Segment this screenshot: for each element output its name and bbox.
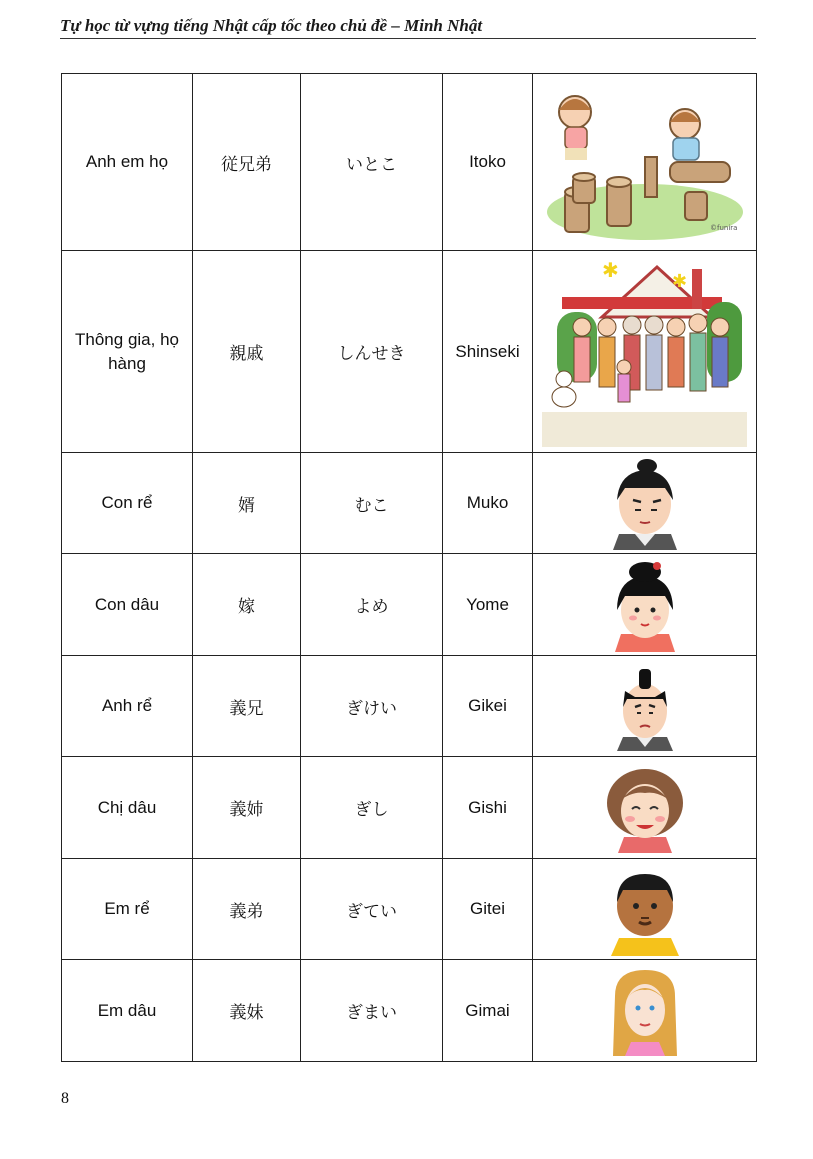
vietnamese-text: Anh em họ bbox=[85, 152, 169, 171]
vietnamese-cell bbox=[62, 757, 193, 859]
illustration-cell bbox=[533, 757, 757, 859]
illustration-cell bbox=[533, 554, 757, 656]
table-row bbox=[62, 859, 757, 960]
vietnamese-text: Anh rể bbox=[101, 696, 153, 715]
svg-text:✱: ✱ bbox=[672, 270, 688, 291]
kanji-cell: 従兄弟 bbox=[193, 74, 301, 251]
kana-cell: ぎてい bbox=[301, 859, 443, 960]
table-row bbox=[62, 757, 757, 859]
romaji-cell: Gishi bbox=[443, 757, 533, 859]
kanji-cell: 親戚 bbox=[193, 251, 301, 453]
romaji-cell: Gikei bbox=[443, 656, 533, 757]
older-woman-face-illustration bbox=[600, 763, 690, 853]
svg-text:✱: ✱ bbox=[602, 259, 619, 282]
romaji-cell: Yome bbox=[443, 554, 533, 656]
young-man-face-illustration bbox=[605, 862, 685, 956]
table-row bbox=[62, 656, 757, 757]
vietnamese-text: Thông gia, họ hàng bbox=[75, 329, 179, 373]
kanji-cell: 義妹 bbox=[193, 960, 301, 1062]
svg-text:©funira: ©funira bbox=[709, 224, 737, 232]
header-title: Tự học từ vựng tiếng Nhật cấp tốc theo chủ đề – Minh Nhật bbox=[60, 16, 483, 35]
vietnamese-cell bbox=[62, 74, 193, 251]
illustration-cell bbox=[533, 251, 757, 453]
page-header bbox=[60, 16, 756, 39]
table-row bbox=[62, 74, 757, 251]
man-topknot-face-illustration bbox=[605, 456, 685, 550]
vietnamese-text: Chị dâu bbox=[97, 797, 157, 817]
kanji-cell: 婿 bbox=[193, 453, 301, 554]
illustration-cell bbox=[533, 74, 757, 251]
table-row bbox=[62, 251, 757, 453]
kana-cell: しんせき bbox=[301, 251, 443, 453]
romaji-cell: Gimai bbox=[443, 960, 533, 1062]
romaji-cell: Shinseki bbox=[443, 251, 533, 453]
vietnamese-text: Em dâu bbox=[97, 1000, 157, 1020]
vietnamese-cell bbox=[62, 656, 193, 757]
extended-family-group-illustration bbox=[542, 257, 747, 447]
vietnamese-cell bbox=[62, 453, 193, 554]
kana-cell: よめ bbox=[301, 554, 443, 656]
romaji-cell: Itoko bbox=[443, 74, 533, 251]
vietnamese-text: Em rể bbox=[104, 899, 150, 918]
kanji-cell: 嫁 bbox=[193, 554, 301, 656]
bride-face-illustration bbox=[607, 558, 683, 652]
kana-cell: いとこ bbox=[301, 74, 443, 251]
kana-cell: むこ bbox=[301, 453, 443, 554]
vietnamese-cell bbox=[62, 859, 193, 960]
table-row bbox=[62, 554, 757, 656]
vietnamese-cell bbox=[62, 960, 193, 1062]
page-number: 8 bbox=[61, 1090, 69, 1107]
romaji-cell: Gitei bbox=[443, 859, 533, 960]
blonde-woman-face-illustration bbox=[609, 966, 681, 1056]
table-row bbox=[62, 960, 757, 1062]
samurai-face-illustration bbox=[609, 661, 681, 751]
illustration-cell bbox=[533, 859, 757, 960]
kids-playing-on-logs-illustration bbox=[545, 82, 745, 242]
vietnamese-text: Con rể bbox=[101, 493, 153, 512]
kanji-cell: 義姉 bbox=[193, 757, 301, 859]
illustration-cell bbox=[533, 960, 757, 1062]
kana-cell: ぎし bbox=[301, 757, 443, 859]
kanji-cell: 義兄 bbox=[193, 656, 301, 757]
vietnamese-cell bbox=[62, 554, 193, 656]
kana-cell: ぎけい bbox=[301, 656, 443, 757]
vietnamese-cell bbox=[62, 251, 193, 453]
vocabulary-table bbox=[61, 73, 757, 1062]
illustration-cell bbox=[533, 453, 757, 554]
vietnamese-text: Con dâu bbox=[94, 594, 160, 614]
table-row bbox=[62, 453, 757, 554]
romaji-cell: Muko bbox=[443, 453, 533, 554]
kana-cell: ぎまい bbox=[301, 960, 443, 1062]
kanji-cell: 義弟 bbox=[193, 859, 301, 960]
illustration-cell bbox=[533, 656, 757, 757]
